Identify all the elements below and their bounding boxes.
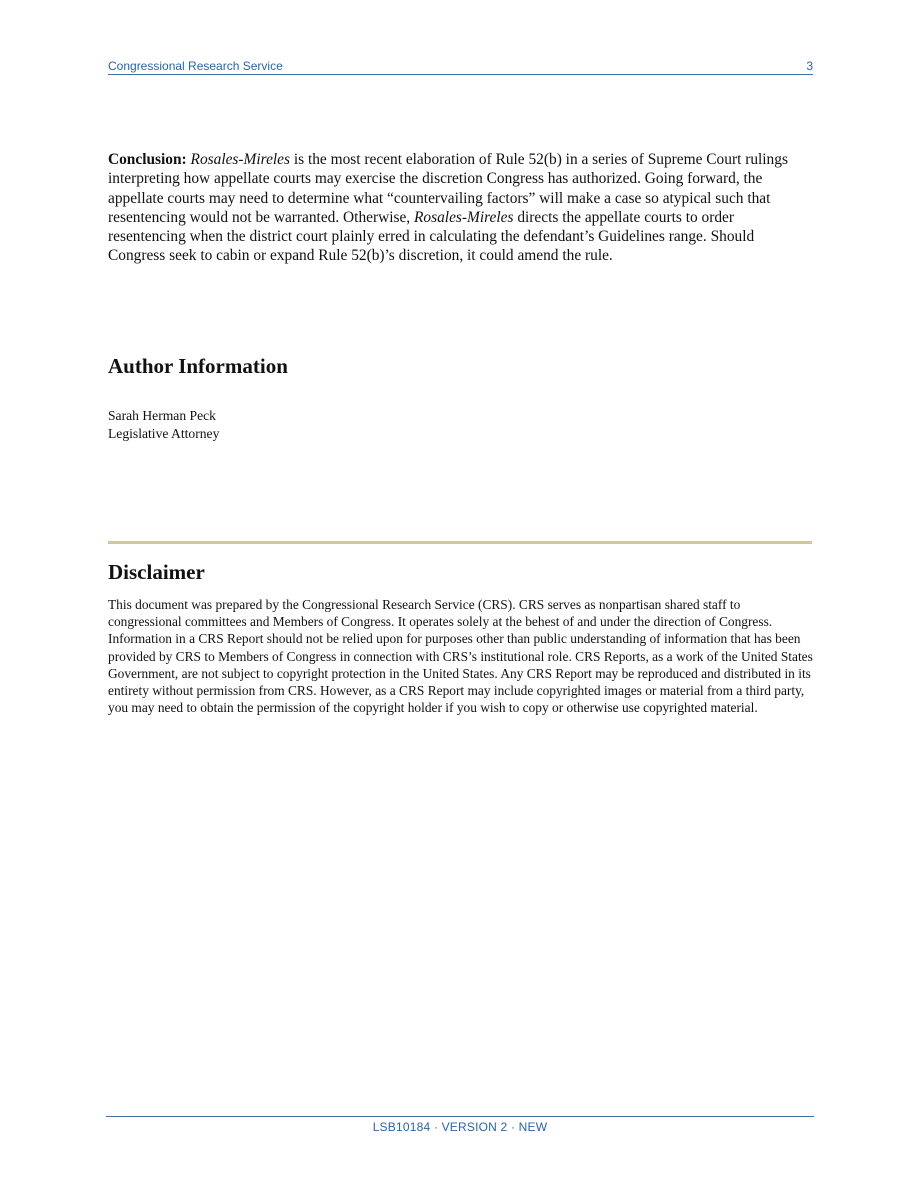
case-name: Rosales-Mireles <box>414 208 514 226</box>
author-heading: Author Information <box>108 354 288 378</box>
disclaimer-paragraph: This document was prepared by the Congressional Research Service (CRS). CRS serves as nonpartisan shared staff to congressional committees and Members of Congress. It operates solely at the behest of and under the direction of Congress. Information in a CRS Report should not be relied upon for purposes other than public understanding of information that has been provided by CRS to Members of Congress in connection with CRS’s institutional role. CRS Reports, as a work of the United States Government, are not subject to copyright protection in the United States. Any CRS Report may be reproduced and distributed in its entirety without permission from CRS. However, as a CRS Report may include copyrighted images or material from a third party, you may need to obtain the permission of the copyright holder if you wish to copy or otherwise use copyrighted material. <box>108 597 813 716</box>
conclusion-paragraph <box>108 150 813 266</box>
conclusion-text: directs the appellate courts to order resentencing when the district court plainly erred in calculating the defendant’s Guidelines range. Should Congress seek to cabin or expand Rule 52(b)’s discretion, it could amend the rule. <box>108 208 755 265</box>
page-header <box>108 58 813 75</box>
author-title: Legislative Attorney <box>108 425 220 441</box>
page-footer: LSB10184 · VERSION 2 · NEW <box>372 1120 548 1134</box>
section-divider <box>108 541 812 544</box>
author-name: Sarah Herman Peck <box>108 408 216 423</box>
author-block <box>108 407 219 442</box>
case-name: Rosales-Mireles <box>190 151 290 168</box>
conclusion-label: Conclusion: <box>108 151 187 168</box>
header-page-number: 3 <box>806 59 813 73</box>
disclaimer-heading: Disclaimer <box>108 560 205 584</box>
footer-divider <box>106 1116 814 1117</box>
header-organization: Congressional Research Service <box>108 59 283 73</box>
conclusion-text: is the most recent elaboration of Rule 52(b) in a series of Supreme Court rulings interpreting how appellate courts may exercise the discretion Congress has authorized. Going forward, the appellate courts may need to determine what “countervailing factors” will make a case so atypical such that resentencing would not be warranted. Otherwise, <box>108 151 788 226</box>
